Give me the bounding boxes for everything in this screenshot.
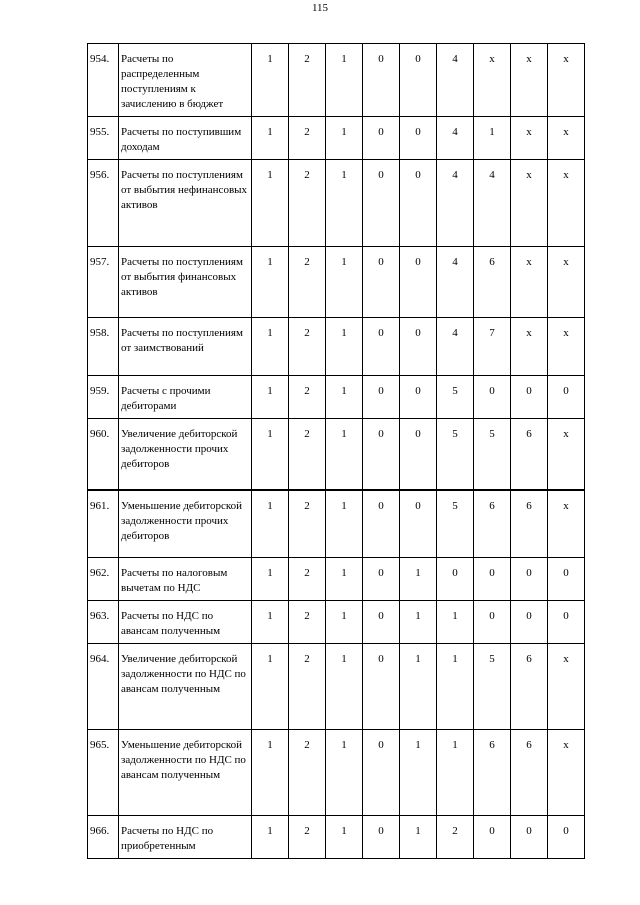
table-row (88, 376, 585, 419)
code-cell: 1 (252, 117, 289, 160)
code-cell: 4 (437, 318, 474, 376)
code-cell: 1 (326, 318, 363, 376)
code-cell: 1 (326, 44, 363, 117)
code-cell: х (511, 160, 548, 247)
code-cell: 1 (252, 247, 289, 318)
code-cell: 0 (400, 419, 437, 490)
code-cell: 0 (511, 816, 548, 859)
code-cell: 0 (548, 558, 585, 601)
code-cell: 1 (400, 730, 437, 816)
code-cell: 1 (400, 558, 437, 601)
code-cell: 2 (289, 160, 326, 247)
code-cell: 5 (474, 644, 511, 730)
code-cell: 1 (252, 558, 289, 601)
code-cell: 6 (511, 730, 548, 816)
table-row (88, 644, 585, 730)
code-cell: 0 (400, 318, 437, 376)
code-cell: 4 (474, 160, 511, 247)
code-cell: х (548, 117, 585, 160)
code-cell: 1 (252, 730, 289, 816)
code-cell: 1 (252, 490, 289, 558)
code-cell: 1 (252, 644, 289, 730)
code-cell: 0 (400, 160, 437, 247)
code-cell: 1 (474, 117, 511, 160)
code-cell: 0 (474, 816, 511, 859)
account-name: Уменьшение дебиторской задолженности по НДС по авансам полученным (119, 730, 252, 816)
code-cell: 1 (326, 376, 363, 419)
table-row (88, 558, 585, 601)
code-cell: х (474, 44, 511, 117)
code-cell: 2 (437, 816, 474, 859)
code-cell: 6 (474, 490, 511, 558)
code-cell: 0 (548, 601, 585, 644)
account-name: Расчеты по НДС по авансам полученным (119, 601, 252, 644)
code-cell: х (511, 117, 548, 160)
code-cell: 2 (289, 44, 326, 117)
row-number: 958. (88, 318, 119, 376)
code-cell: 0 (474, 601, 511, 644)
row-number: 965. (88, 730, 119, 816)
code-cell: 2 (289, 730, 326, 816)
code-cell: 0 (511, 376, 548, 419)
account-name: Расчеты по распределенным поступлениям к зачислению в бюджет (119, 44, 252, 117)
row-number: 956. (88, 160, 119, 247)
code-cell: 2 (289, 601, 326, 644)
code-cell: 0 (363, 419, 400, 490)
accounts-table (87, 43, 585, 859)
code-cell: 4 (437, 160, 474, 247)
row-number: 961. (88, 490, 119, 558)
code-cell: 5 (437, 419, 474, 490)
code-cell: 4 (437, 247, 474, 318)
code-cell: 2 (289, 376, 326, 419)
code-cell: 1 (326, 247, 363, 318)
code-cell: 2 (289, 117, 326, 160)
account-name: Расчеты по поступившим доходам (119, 117, 252, 160)
code-cell: х (548, 44, 585, 117)
code-cell: 2 (289, 816, 326, 859)
code-cell: 0 (400, 117, 437, 160)
code-cell: 6 (511, 419, 548, 490)
code-cell: 2 (289, 558, 326, 601)
code-cell: х (548, 730, 585, 816)
code-cell: 2 (289, 419, 326, 490)
row-number: 963. (88, 601, 119, 644)
table-row (88, 490, 585, 558)
code-cell: 1 (437, 601, 474, 644)
row-number: 962. (88, 558, 119, 601)
code-cell: 1 (326, 558, 363, 601)
code-cell: 0 (437, 558, 474, 601)
code-cell: 6 (511, 644, 548, 730)
row-number: 957. (88, 247, 119, 318)
code-cell: 1 (252, 44, 289, 117)
code-cell: 1 (326, 419, 363, 490)
code-cell: 1 (326, 816, 363, 859)
code-cell: 5 (474, 419, 511, 490)
code-cell: 0 (363, 318, 400, 376)
code-cell: 0 (548, 376, 585, 419)
code-cell: 5 (437, 376, 474, 419)
code-cell: 2 (289, 490, 326, 558)
account-name: Увеличение дебиторской задолженности прочих дебиторов (119, 419, 252, 490)
table-row (88, 816, 585, 859)
code-cell: 0 (363, 247, 400, 318)
table-row (88, 419, 585, 490)
row-number: 960. (88, 419, 119, 490)
code-cell: 0 (400, 490, 437, 558)
account-name: Уменьшение дебиторской задолженности прочих дебиторов (119, 490, 252, 558)
row-number: 964. (88, 644, 119, 730)
code-cell: 0 (363, 44, 400, 117)
code-cell: 0 (363, 376, 400, 419)
code-cell: 1 (400, 601, 437, 644)
code-cell: 0 (363, 558, 400, 601)
account-name: Расчеты по поступлениям от выбытия нефинансовых активов (119, 160, 252, 247)
code-cell: 5 (437, 490, 474, 558)
code-cell: 2 (289, 644, 326, 730)
code-cell: 1 (326, 730, 363, 816)
table-row (88, 44, 585, 117)
code-cell: 7 (474, 318, 511, 376)
code-cell: 4 (437, 117, 474, 160)
code-cell: 1 (437, 730, 474, 816)
code-cell: 2 (289, 318, 326, 376)
code-cell: 6 (511, 490, 548, 558)
code-cell: 4 (437, 44, 474, 117)
code-cell: х (511, 318, 548, 376)
code-cell: 0 (548, 816, 585, 859)
code-cell: 1 (326, 490, 363, 558)
code-cell: 0 (511, 558, 548, 601)
code-cell: 0 (363, 490, 400, 558)
code-cell: 1 (252, 419, 289, 490)
code-cell: 1 (400, 644, 437, 730)
code-cell: х (548, 490, 585, 558)
code-cell: 0 (511, 601, 548, 644)
row-number: 954. (88, 44, 119, 117)
code-cell: х (548, 160, 585, 247)
page-number: 115 (311, 2, 329, 14)
account-name: Расчеты по поступлениям от выбытия финансовых активов (119, 247, 252, 318)
code-cell: 0 (363, 601, 400, 644)
code-cell: 1 (252, 318, 289, 376)
table-row (88, 730, 585, 816)
code-cell: х (511, 44, 548, 117)
code-cell: 1 (400, 816, 437, 859)
code-cell: 0 (363, 816, 400, 859)
code-cell: 0 (474, 558, 511, 601)
code-cell: 1 (252, 376, 289, 419)
code-cell: х (548, 419, 585, 490)
code-cell: 1 (326, 644, 363, 730)
code-cell: 0 (400, 376, 437, 419)
code-cell: 1 (252, 160, 289, 247)
row-number: 955. (88, 117, 119, 160)
table-row (88, 117, 585, 160)
code-cell: 6 (474, 730, 511, 816)
code-cell: 1 (252, 816, 289, 859)
table-row (88, 160, 585, 247)
account-name: Расчеты по НДС по приобретенным (119, 816, 252, 859)
code-cell: х (548, 644, 585, 730)
code-cell: 1 (326, 601, 363, 644)
code-cell: 0 (400, 247, 437, 318)
code-cell: х (511, 247, 548, 318)
table-row (88, 601, 585, 644)
code-cell: 1 (326, 117, 363, 160)
account-name: Увеличение дебиторской задолженности по НДС по авансам полученным (119, 644, 252, 730)
row-number: 966. (88, 816, 119, 859)
code-cell: 1 (326, 160, 363, 247)
row-number: 959. (88, 376, 119, 419)
code-cell: 6 (474, 247, 511, 318)
code-cell: 0 (363, 730, 400, 816)
code-cell: х (548, 318, 585, 376)
account-name: Расчеты с прочими дебиторами (119, 376, 252, 419)
code-cell: 0 (363, 117, 400, 160)
table-body (88, 44, 585, 859)
account-name: Расчеты по поступлениям от заимствований (119, 318, 252, 376)
code-cell: 1 (252, 601, 289, 644)
code-cell: 0 (474, 376, 511, 419)
code-cell: 2 (289, 247, 326, 318)
table-row (88, 318, 585, 376)
code-cell: 1 (437, 644, 474, 730)
code-cell: 0 (363, 160, 400, 247)
account-name: Расчеты по налоговым вычетам по НДС (119, 558, 252, 601)
table-row (88, 247, 585, 318)
code-cell: 0 (400, 44, 437, 117)
code-cell: х (548, 247, 585, 318)
code-cell: 0 (363, 644, 400, 730)
